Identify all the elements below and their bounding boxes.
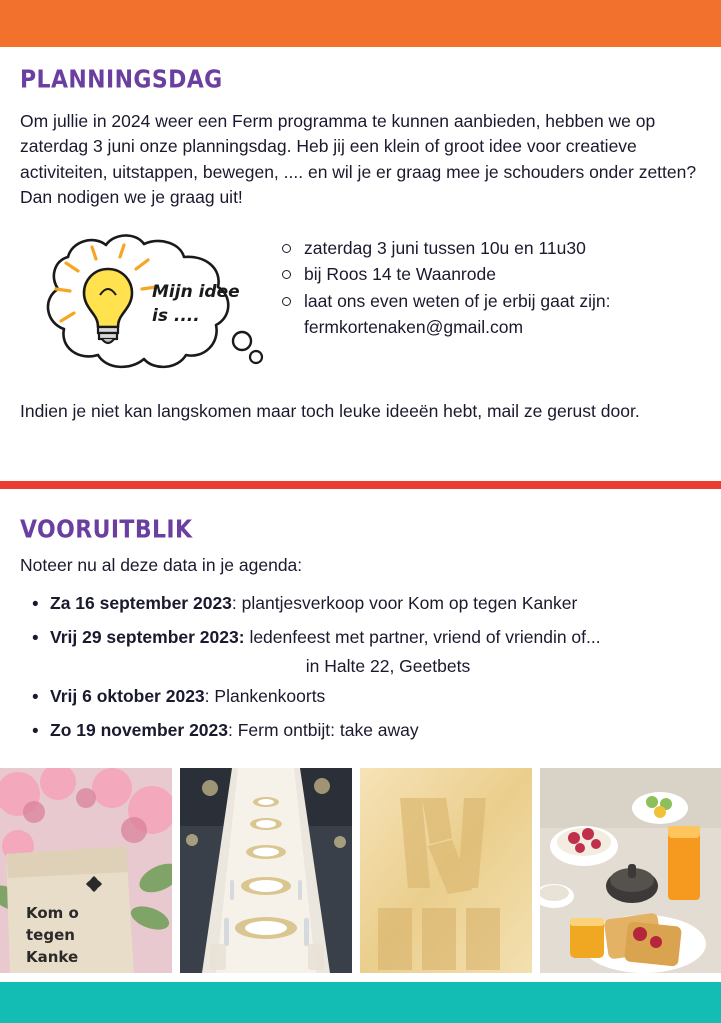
photo-strip <box>0 768 721 973</box>
photo-kom-op-tegen-kanker-bag <box>0 768 172 973</box>
svg-text:Kom o: Kom o <box>26 904 79 922</box>
vooruitblik-heading: VOORUITBLIK <box>20 516 193 544</box>
section-vooruitblik <box>20 516 702 747</box>
planningsdag-bullets <box>270 235 702 341</box>
bottom-teal-bar <box>0 982 721 1023</box>
list-item <box>50 586 702 620</box>
lightbulb-idea-thought-bubble-icon <box>20 229 270 379</box>
svg-text:tegen: tegen <box>26 926 75 944</box>
event-date: Za 16 september 2023 <box>50 593 232 613</box>
list-item: zaterdag 3 juni tussen 10u en 11u30 <box>302 235 702 262</box>
list-item: bij Roos 14 te Waanrode <box>302 261 702 288</box>
svg-text:Kanke: Kanke <box>26 948 79 966</box>
svg-text:is ....: is .... <box>152 305 200 326</box>
event-date: Zo 19 november 2023 <box>50 719 228 740</box>
event-text: Plankenkoorts <box>214 685 326 706</box>
event-date: Vrij 29 september 2023: <box>50 627 245 648</box>
photo-banquet-table-setting <box>180 768 352 973</box>
section-planningsdag <box>20 66 702 424</box>
event-text: ledenfeest met partner, vriend of vriendin of... <box>249 627 601 648</box>
planningsdag-heading: PLANNINGSDAG <box>20 66 223 94</box>
vooruitblik-date-list <box>20 586 702 747</box>
list-item <box>50 713 702 747</box>
list-item <box>50 679 702 713</box>
event-date: Vrij 6 oktober 2023 <box>50 685 205 706</box>
event-sep: : <box>228 719 238 740</box>
planningsdag-closing: Indien je niet kan langskomen maar toch leuke ideeën hebt, mail ze gerust door. <box>20 400 640 421</box>
event-text: plantjesverkoop voor Kom op tegen Kanker <box>241 593 578 613</box>
event-continuation: in Halte 22, Geetbets <box>305 656 471 677</box>
idea-row <box>20 229 702 379</box>
vooruitblik-lead: Noteer nu al deze data in je agenda: <box>20 555 303 575</box>
event-text: Ferm ontbijt: take away <box>237 719 419 740</box>
event-sep: : <box>204 685 215 706</box>
event-sep: : <box>231 593 242 613</box>
svg-text:Mijn idee: Mijn idee <box>152 281 240 302</box>
top-orange-bar <box>0 0 721 47</box>
photo-golden-letters <box>360 768 532 973</box>
list-item <box>50 620 702 679</box>
red-divider <box>0 481 721 489</box>
list-item: laat ons even weten of je erbij gaat zijn: fermkortenaken@gmail.com <box>302 288 702 341</box>
photo-breakfast-spread <box>540 768 721 973</box>
planningsdag-intro: Om jullie in 2024 weer een Ferm programma te kunnen aanbieden, hebben we op zaterdag 3 juni onze planningsdag. Heb jij een klein of groot idee voor creatieve activiteiten, uitstappen, bewegen, .... en wil je er graag mee je schouders onder zetten? Dan nodigen we je graag uit! <box>20 111 697 208</box>
